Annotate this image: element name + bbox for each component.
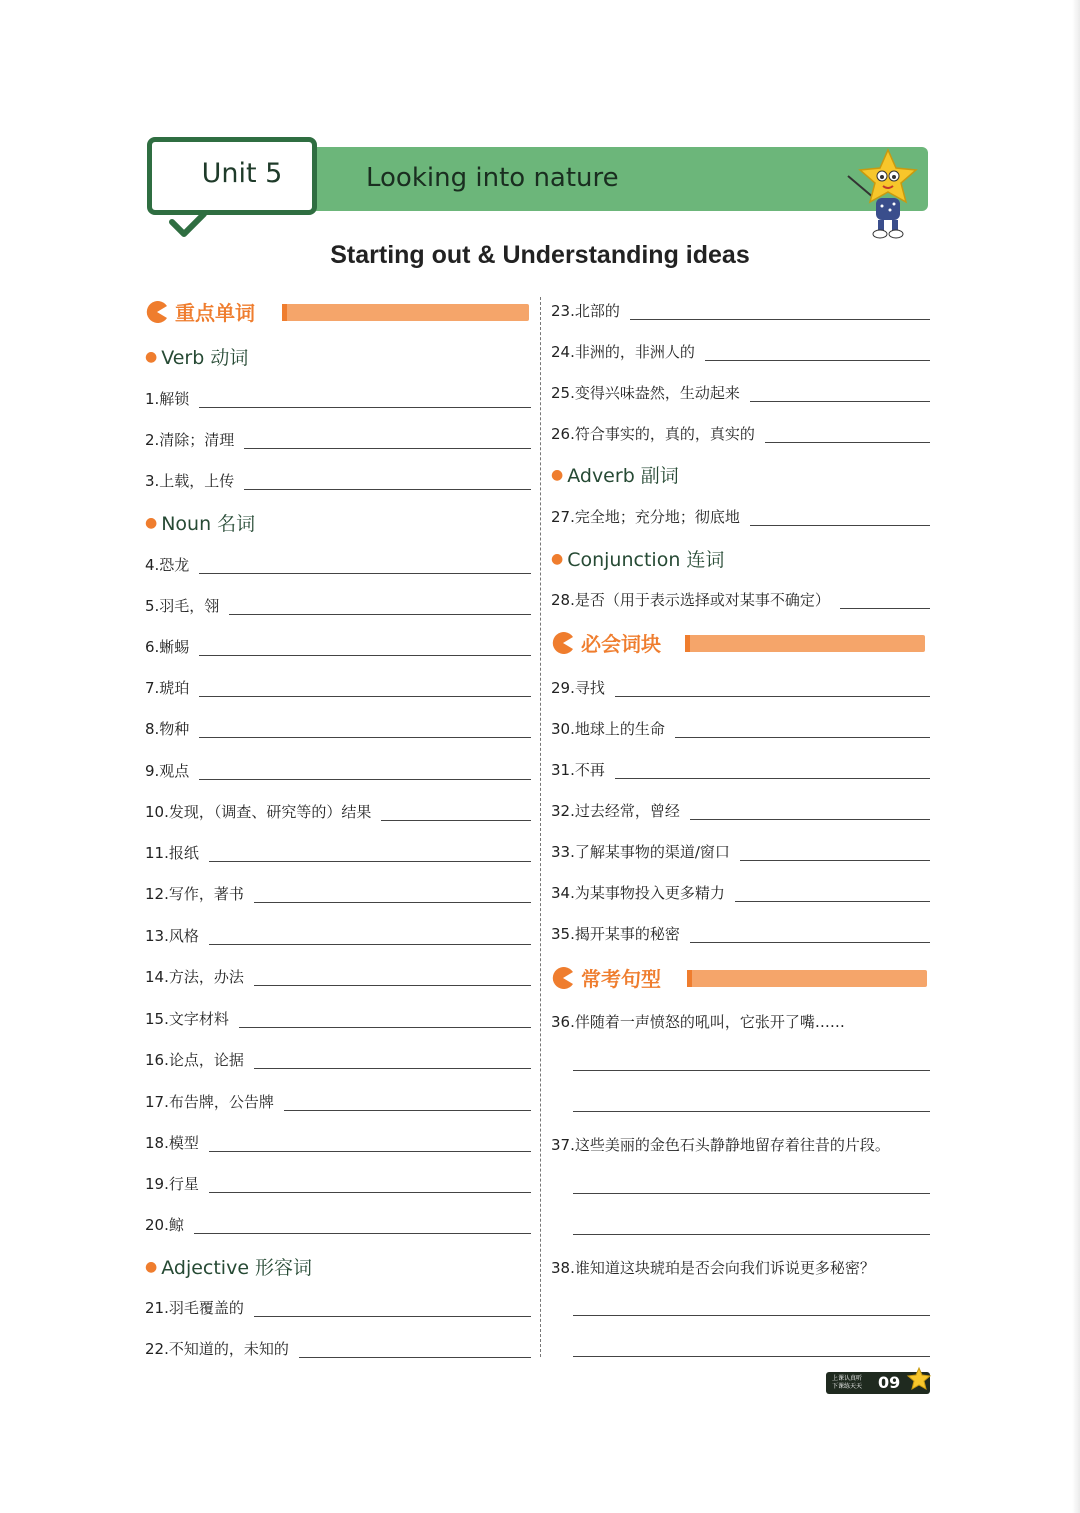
vocab-prompt: 34.为某事物投入更多精力 (551, 884, 725, 902)
vocab-row (145, 922, 531, 946)
vocab-row (145, 633, 531, 657)
vocab-prompt: 3.上载，上传 (145, 472, 235, 490)
page-number-badge (826, 1372, 930, 1394)
answer-blank[interactable] (209, 1151, 531, 1152)
answer-line[interactable] (573, 1070, 930, 1071)
vocab-prompt: 10.发现，（调查、研究等的）结果 (145, 803, 372, 821)
vocab-prompt: 25.变得兴味盎然，生动起来 (551, 384, 740, 402)
vocab-prompt: 12.写作，著书 (145, 885, 244, 903)
answer-blank[interactable] (750, 525, 930, 526)
answer-blank[interactable] (199, 573, 531, 574)
answer-blank[interactable] (199, 737, 531, 738)
vocab-row (145, 385, 531, 409)
vocab-row (145, 467, 531, 491)
sentence-prompt-row (551, 1254, 930, 1278)
answer-blank[interactable] (209, 861, 531, 862)
vocab-row (551, 920, 930, 944)
vocab-row (551, 338, 930, 362)
answer-blank[interactable] (284, 1110, 531, 1111)
vocab-row (145, 1170, 531, 1194)
vocab-row (551, 420, 930, 444)
unit-badge (147, 137, 317, 215)
vocab-row (145, 798, 531, 822)
vocab-prompt: 4.恐龙 (145, 556, 190, 574)
vocab-row (145, 839, 531, 863)
answer-blank[interactable] (199, 696, 531, 697)
vocab-row (551, 715, 930, 739)
vocab-prompt: 1.解锁 (145, 390, 190, 408)
vocab-prompt: 18.模型 (145, 1134, 199, 1152)
vocab-row (551, 756, 930, 780)
answer-blank[interactable] (199, 779, 531, 780)
sentence-prompt: 36.伴随着一声愤怒的吼叫，它张开了嘴…… (551, 1013, 845, 1031)
unit-label: Unit 5 (201, 158, 283, 189)
sentence-prompt: 37.这些美丽的金色石头静静地留存着往昔的片段。 (551, 1136, 890, 1154)
answer-blank[interactable] (199, 655, 531, 656)
answer-blank[interactable] (209, 1192, 531, 1193)
vocab-prompt: 21.羽毛覆盖的 (145, 1299, 244, 1317)
answer-blank[interactable] (765, 442, 930, 443)
section-bar (282, 304, 529, 321)
answer-blank[interactable] (254, 985, 531, 986)
answer-line[interactable] (573, 1356, 930, 1357)
answer-blank[interactable] (675, 737, 930, 738)
vocab-prompt: 20.鲸 (145, 1216, 184, 1234)
vocab-prompt: 9.观点 (145, 762, 190, 780)
vocab-row (145, 880, 531, 904)
star-mascot-icon (844, 146, 924, 240)
vocab-prompt: 23.北部的 (551, 302, 620, 320)
vocab-prompt: 29.寻找 (551, 679, 605, 697)
vocab-row (551, 379, 930, 403)
category-conjunction: ● Conjunction 连词 (551, 549, 725, 571)
answer-blank[interactable] (254, 1068, 531, 1069)
vocab-prompt: 33.了解某事物的渠道/窗口 (551, 843, 730, 861)
answer-blank[interactable] (209, 944, 531, 945)
section-bar (687, 970, 927, 987)
vocab-row (145, 715, 531, 739)
vocab-row (145, 426, 531, 450)
footer-tagline: 上课认真听 下课练天天 (832, 1375, 863, 1390)
vocab-prompt: 27.完全地；充分地；彻底地 (551, 508, 740, 526)
vocab-prompt: 2.清除；清理 (145, 431, 235, 449)
vocab-row (145, 757, 531, 781)
answer-blank[interactable] (705, 360, 930, 361)
vocab-row (145, 592, 531, 616)
pacman-icon (145, 300, 169, 324)
page-number: 09 (878, 1373, 901, 1392)
answer-blank[interactable] (735, 901, 930, 902)
answer-blank[interactable] (254, 902, 531, 903)
vocab-row (145, 1088, 531, 1112)
answer-blank[interactable] (194, 1233, 531, 1234)
vocab-prompt: 35.揭开某事的秘密 (551, 925, 680, 943)
answer-line[interactable] (573, 1193, 930, 1194)
vocab-row (145, 963, 531, 987)
answer-blank[interactable] (690, 942, 930, 943)
section-bar (685, 635, 925, 652)
sentence-prompt-row (551, 1131, 930, 1155)
answer-line[interactable] (573, 1315, 930, 1316)
vocab-prompt: 11.报纸 (145, 844, 199, 862)
vocab-prompt: 6.蜥蜴 (145, 638, 190, 656)
category-adverb: ● Adverb 副词 (551, 465, 679, 487)
vocab-prompt: 22.不知道的，未知的 (145, 1340, 289, 1358)
vocab-prompt: 5.羽毛，翎 (145, 597, 220, 615)
answer-blank[interactable] (254, 1316, 531, 1317)
section-title: 必会词块 (581, 632, 661, 656)
vocab-row (551, 674, 930, 698)
category-noun: ● Noun 名词 (145, 513, 256, 535)
pacman-icon (551, 966, 575, 990)
vocab-row (145, 1046, 531, 1070)
vocab-prompt: 15.文字材料 (145, 1010, 229, 1028)
checkmark-icon (168, 208, 208, 240)
vocab-row (145, 674, 531, 698)
answer-line[interactable] (573, 1234, 930, 1235)
vocab-row (145, 1294, 531, 1318)
lesson-subtitle: Starting out & Understanding ideas (330, 241, 750, 269)
vocab-row (145, 551, 531, 575)
sentence-prompt-row (551, 1008, 930, 1032)
vocab-row (551, 503, 930, 527)
answer-blank[interactable] (690, 819, 930, 820)
section-sentences (551, 965, 927, 995)
vocab-prompt: 13.风格 (145, 927, 199, 945)
answer-line[interactable] (573, 1111, 930, 1112)
vocab-prompt: 26.符合事实的，真的，真实的 (551, 425, 755, 443)
vocab-prompt: 16.论点，论据 (145, 1051, 244, 1069)
answer-blank[interactable] (615, 696, 930, 697)
star-mascot-icon (906, 1366, 932, 1394)
section-must-know (551, 630, 925, 660)
column-divider (540, 297, 541, 1357)
vocab-row (551, 879, 930, 903)
answer-blank[interactable] (239, 1027, 531, 1028)
section-title: 重点单词 (175, 301, 255, 325)
answer-blank[interactable] (229, 614, 531, 615)
vocab-row (551, 797, 930, 821)
vocab-prompt: 17.布告牌，公告牌 (145, 1093, 274, 1111)
pacman-icon (551, 631, 575, 655)
answer-blank[interactable] (750, 401, 930, 402)
unit-title: Looking into nature (366, 163, 619, 193)
vocab-prompt: 7.琥珀 (145, 679, 190, 697)
answer-blank[interactable] (244, 448, 531, 449)
vocab-row (551, 838, 930, 862)
vocab-row (145, 1211, 531, 1235)
category-verb: ● Verb 动词 (145, 347, 249, 369)
section-key-words (145, 299, 529, 329)
vocab-prompt: 31.不再 (551, 761, 605, 779)
answer-blank[interactable] (630, 319, 930, 320)
vocab-row (145, 1335, 531, 1359)
answer-blank[interactable] (840, 608, 930, 609)
vocab-prompt: 24.非洲的，非洲人的 (551, 343, 695, 361)
vocab-prompt: 28.是否（用于表示选择或对某事不确定） (551, 591, 830, 609)
vocab-prompt: 14.方法，办法 (145, 968, 244, 986)
answer-blank[interactable] (299, 1357, 531, 1358)
sentence-prompt: 38.谁知道这块琥珀是否会向我们诉说更多秘密？ (551, 1259, 875, 1277)
answer-blank[interactable] (199, 407, 531, 408)
vocab-prompt: 32.过去经常，曾经 (551, 802, 680, 820)
answer-blank[interactable] (381, 820, 531, 821)
answer-blank[interactable] (740, 860, 930, 861)
vocab-row (145, 1129, 531, 1153)
answer-blank[interactable] (244, 489, 531, 490)
category-adjective: ● Adjective 形容词 (145, 1257, 313, 1279)
vocab-row (145, 1005, 531, 1029)
section-title: 常考句型 (581, 967, 661, 991)
vocab-row (551, 297, 930, 321)
vocab-row (551, 586, 930, 610)
answer-blank[interactable] (615, 778, 930, 779)
vocab-prompt: 8.物种 (145, 720, 190, 738)
vocab-prompt: 19.行星 (145, 1175, 199, 1193)
vocab-prompt: 30.地球上的生命 (551, 720, 665, 738)
